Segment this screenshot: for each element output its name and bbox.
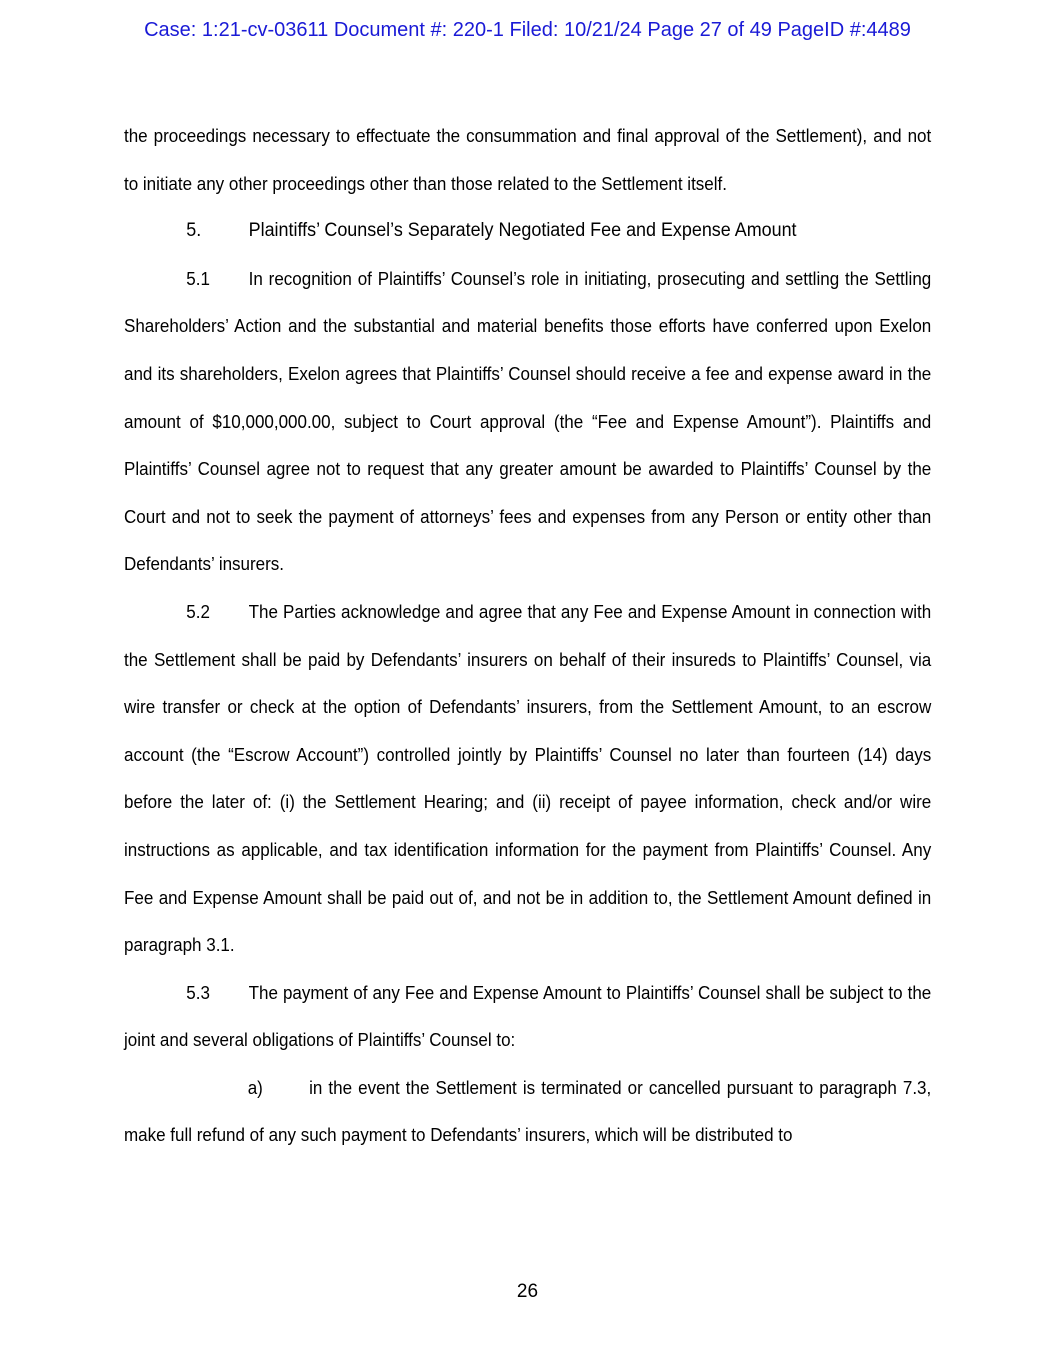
paragraph-5-3-number: 5.3 <box>186 981 210 1003</box>
section-5-title: Plaintiffs’ Counsel’s Separately Negotiated Fee and Expense Amount <box>248 220 797 242</box>
paragraph-5-3 <box>124 969 931 1064</box>
document-body <box>124 112 931 1159</box>
paragraph-5-1 <box>124 255 931 588</box>
subparagraph-a <box>124 1064 931 1159</box>
section-5-heading <box>124 207 931 255</box>
paragraph-5-2-text: The Parties acknowledge and agree that any Fee and Expense Amount in connection with the Settlement shall be paid by Defendants’ insurers on behalf of their insureds to Plaintiffs’ Counsel, via wire transfer or check at the option of Defendants’ insurers, from the Settlement Amount, to an escrow account (the “Escrow Account”) controlled jointly by Plaintiffs’ Counsel no later than fourteen (14) days before the later of: (i) the Settlement Hearing; and (ii) receipt of payee information, check and/or wire instructions as applicable, and tax identification information for the payment from Plaintiffs’ Counsel. Any Fee and Expense Amount shall be paid out of, and not be in addition to, the Settlement Amount defined in paragraph 3.1. <box>124 600 932 956</box>
paragraph-5-1-text: In recognition of Plaintiffs’ Counsel’s role in initiating, prosecuting and settling the Settling Shareholders’ Action and the substantial and material benefits those efforts have conferred upon Exelon and its shareholders, Exelon agrees that Plaintiffs’ Counsel should receive a fee and expense award in the amount of $10,000,000.00, subject to Court approval (the “Fee and Expense Amount”). Plaintiffs and Plaintiffs’ Counsel agree not to request that any greater amount be awarded to Plaintiffs’ Counsel by the Court and not to seek the payment of attorneys’ fees and expenses from any Person or entity other than Defendants’ insurers. <box>124 267 932 575</box>
paragraph-5-2-number: 5.2 <box>186 600 210 622</box>
section-5-number: 5. <box>186 220 202 242</box>
court-filing-header: Case: 1:21-cv-03611 Document #: 220-1 Filed: 10/21/24 Page 27 of 49 PageID #:4489 <box>144 19 911 41</box>
page-number: 26 <box>516 1281 539 1302</box>
subparagraph-a-number: a) <box>247 1076 263 1098</box>
paragraph-5-3-text: The payment of any Fee and Expense Amount to Plaintiffs’ Counsel shall be subject to the joint and several obligations of Plaintiffs’ Counsel to: <box>124 981 932 1051</box>
paragraph-5-2 <box>124 588 931 969</box>
paragraph-5-1-number: 5.1 <box>186 267 210 289</box>
subparagraph-a-text: in the event the Settlement is terminated or cancelled pursuant to paragraph 7.3, make full refund of any such payment to Defendants’ insurers, which will be distributed to <box>124 1076 932 1146</box>
intro-paragraph: the proceedings necessary to effectuate the consummation and final approval of the Settlement), and not to initiate any other proceedings other than those related to the Settlement itself. <box>124 125 932 194</box>
